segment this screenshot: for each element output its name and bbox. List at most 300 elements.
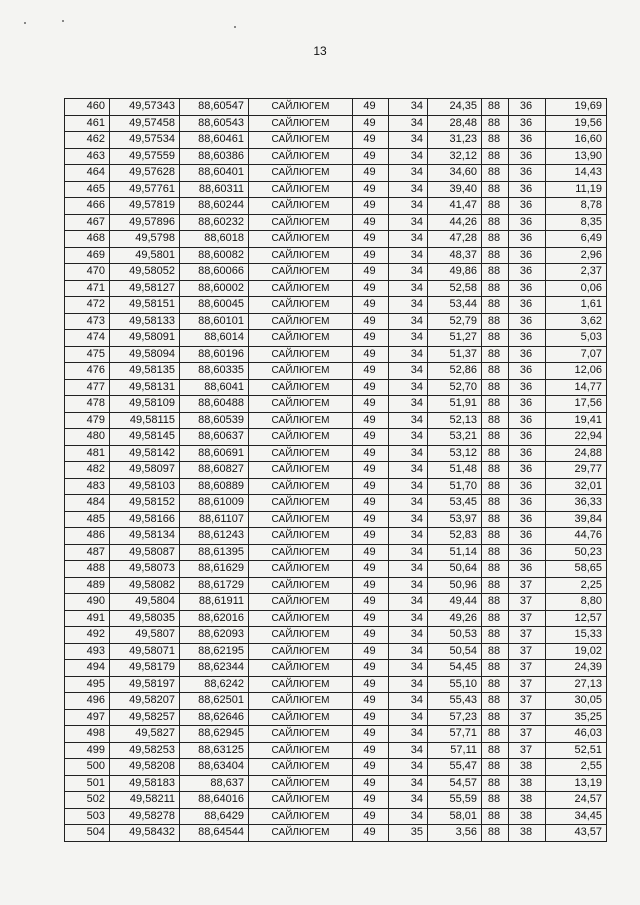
lon-seconds-cell: 16,60 bbox=[546, 132, 607, 149]
location-name-cell: САЙЛЮГЕМ bbox=[249, 396, 353, 413]
lon-seconds-cell: 14,77 bbox=[546, 379, 607, 396]
table-row bbox=[65, 511, 607, 528]
lon-minutes-cell: 36 bbox=[509, 495, 546, 512]
latitude-cell: 49,58134 bbox=[110, 528, 180, 545]
lon-minutes-cell: 36 bbox=[509, 115, 546, 132]
latitude-cell: 49,5807 bbox=[110, 627, 180, 644]
longitude-cell: 88,6018 bbox=[180, 231, 249, 248]
table-row bbox=[65, 396, 607, 413]
point-number-cell: 486 bbox=[65, 528, 110, 545]
scan-speck bbox=[24, 22, 26, 24]
lon-minutes-cell: 36 bbox=[509, 528, 546, 545]
lat-seconds-cell: 39,40 bbox=[428, 181, 482, 198]
point-number-cell: 473 bbox=[65, 313, 110, 330]
table-row bbox=[65, 297, 607, 314]
location-name-cell: САЙЛЮГЕМ bbox=[249, 280, 353, 297]
location-name-cell: САЙЛЮГЕМ bbox=[249, 643, 353, 660]
lon-degrees-cell: 88 bbox=[482, 148, 509, 165]
lat-seconds-cell: 57,23 bbox=[428, 709, 482, 726]
lon-degrees-cell: 88 bbox=[482, 181, 509, 198]
lat-degrees-cell: 49 bbox=[353, 775, 389, 792]
point-number-cell: 470 bbox=[65, 264, 110, 281]
lat-minutes-cell: 34 bbox=[389, 709, 428, 726]
lat-degrees-cell: 49 bbox=[353, 280, 389, 297]
latitude-cell: 49,58151 bbox=[110, 297, 180, 314]
lat-seconds-cell: 51,37 bbox=[428, 346, 482, 363]
scan-speck bbox=[62, 20, 64, 22]
lon-minutes-cell: 36 bbox=[509, 181, 546, 198]
lon-degrees-cell: 88 bbox=[482, 759, 509, 776]
lat-degrees-cell: 49 bbox=[353, 759, 389, 776]
lon-degrees-cell: 88 bbox=[482, 346, 509, 363]
lon-seconds-cell: 8,78 bbox=[546, 198, 607, 215]
lat-seconds-cell: 51,27 bbox=[428, 330, 482, 347]
lon-degrees-cell: 88 bbox=[482, 610, 509, 627]
longitude-cell: 88,60386 bbox=[180, 148, 249, 165]
lat-seconds-cell: 34,60 bbox=[428, 165, 482, 182]
longitude-cell: 88,61729 bbox=[180, 577, 249, 594]
lon-seconds-cell: 29,77 bbox=[546, 462, 607, 479]
lon-degrees-cell: 88 bbox=[482, 297, 509, 314]
point-number-cell: 468 bbox=[65, 231, 110, 248]
table-row bbox=[65, 775, 607, 792]
lon-minutes-cell: 36 bbox=[509, 132, 546, 149]
longitude-cell: 88,60082 bbox=[180, 247, 249, 264]
lat-minutes-cell: 34 bbox=[389, 313, 428, 330]
lat-degrees-cell: 49 bbox=[353, 643, 389, 660]
lon-degrees-cell: 88 bbox=[482, 660, 509, 677]
table-row bbox=[65, 825, 607, 842]
lon-minutes-cell: 37 bbox=[509, 660, 546, 677]
table-row bbox=[65, 346, 607, 363]
longitude-cell: 88,60335 bbox=[180, 363, 249, 380]
lat-degrees-cell: 49 bbox=[353, 214, 389, 231]
point-number-cell: 495 bbox=[65, 676, 110, 693]
longitude-cell: 88,62945 bbox=[180, 726, 249, 743]
coordinates-table-wrapper bbox=[64, 98, 607, 842]
lat-degrees-cell: 49 bbox=[353, 528, 389, 545]
table-row bbox=[65, 214, 607, 231]
point-number-cell: 464 bbox=[65, 165, 110, 182]
lat-degrees-cell: 49 bbox=[353, 99, 389, 116]
latitude-cell: 49,58135 bbox=[110, 363, 180, 380]
lon-degrees-cell: 88 bbox=[482, 709, 509, 726]
lat-minutes-cell: 34 bbox=[389, 478, 428, 495]
latitude-cell: 49,5827 bbox=[110, 726, 180, 743]
lat-degrees-cell: 49 bbox=[353, 709, 389, 726]
lon-degrees-cell: 88 bbox=[482, 511, 509, 528]
lon-minutes-cell: 37 bbox=[509, 693, 546, 710]
lat-seconds-cell: 52,70 bbox=[428, 379, 482, 396]
lat-seconds-cell: 49,86 bbox=[428, 264, 482, 281]
lat-minutes-cell: 34 bbox=[389, 445, 428, 462]
location-name-cell: САЙЛЮГЕМ bbox=[249, 115, 353, 132]
point-number-cell: 477 bbox=[65, 379, 110, 396]
longitude-cell: 88,60066 bbox=[180, 264, 249, 281]
lon-seconds-cell: 19,69 bbox=[546, 99, 607, 116]
lon-seconds-cell: 1,61 bbox=[546, 297, 607, 314]
table-row bbox=[65, 181, 607, 198]
lon-minutes-cell: 37 bbox=[509, 709, 546, 726]
latitude-cell: 49,58183 bbox=[110, 775, 180, 792]
longitude-cell: 88,60637 bbox=[180, 429, 249, 446]
lon-minutes-cell: 38 bbox=[509, 775, 546, 792]
latitude-cell: 49,57628 bbox=[110, 165, 180, 182]
table-row bbox=[65, 165, 607, 182]
longitude-cell: 88,60311 bbox=[180, 181, 249, 198]
latitude-cell: 49,58253 bbox=[110, 742, 180, 759]
lon-degrees-cell: 88 bbox=[482, 693, 509, 710]
lon-seconds-cell: 50,23 bbox=[546, 544, 607, 561]
lon-seconds-cell: 52,51 bbox=[546, 742, 607, 759]
lon-minutes-cell: 36 bbox=[509, 313, 546, 330]
latitude-cell: 49,58208 bbox=[110, 759, 180, 776]
longitude-cell: 88,62093 bbox=[180, 627, 249, 644]
lat-degrees-cell: 49 bbox=[353, 478, 389, 495]
location-name-cell: САЙЛЮГЕМ bbox=[249, 214, 353, 231]
lat-minutes-cell: 34 bbox=[389, 231, 428, 248]
latitude-cell: 49,57343 bbox=[110, 99, 180, 116]
lat-seconds-cell: 53,21 bbox=[428, 429, 482, 446]
location-name-cell: САЙЛЮГЕМ bbox=[249, 132, 353, 149]
point-number-cell: 503 bbox=[65, 808, 110, 825]
latitude-cell: 49,57761 bbox=[110, 181, 180, 198]
point-number-cell: 478 bbox=[65, 396, 110, 413]
longitude-cell: 88,61009 bbox=[180, 495, 249, 512]
point-number-cell: 462 bbox=[65, 132, 110, 149]
lat-seconds-cell: 51,91 bbox=[428, 396, 482, 413]
lon-degrees-cell: 88 bbox=[482, 594, 509, 611]
latitude-cell: 49,58142 bbox=[110, 445, 180, 462]
point-number-cell: 494 bbox=[65, 660, 110, 677]
lat-minutes-cell: 34 bbox=[389, 379, 428, 396]
table-row bbox=[65, 198, 607, 215]
latitude-cell: 49,5801 bbox=[110, 247, 180, 264]
location-name-cell: САЙЛЮГЕМ bbox=[249, 759, 353, 776]
page-number: 13 bbox=[313, 44, 327, 58]
lat-minutes-cell: 34 bbox=[389, 247, 428, 264]
lon-seconds-cell: 3,62 bbox=[546, 313, 607, 330]
lon-seconds-cell: 32,01 bbox=[546, 478, 607, 495]
point-number-cell: 461 bbox=[65, 115, 110, 132]
lon-degrees-cell: 88 bbox=[482, 676, 509, 693]
longitude-cell: 88,60488 bbox=[180, 396, 249, 413]
table-row bbox=[65, 429, 607, 446]
lon-seconds-cell: 27,13 bbox=[546, 676, 607, 693]
lat-minutes-cell: 34 bbox=[389, 264, 428, 281]
lon-seconds-cell: 2,55 bbox=[546, 759, 607, 776]
lat-seconds-cell: 53,12 bbox=[428, 445, 482, 462]
longitude-cell: 88,6041 bbox=[180, 379, 249, 396]
location-name-cell: САЙЛЮГЕМ bbox=[249, 99, 353, 116]
lat-seconds-cell: 55,43 bbox=[428, 693, 482, 710]
table-row bbox=[65, 544, 607, 561]
lon-seconds-cell: 17,56 bbox=[546, 396, 607, 413]
scan-speck bbox=[234, 26, 236, 28]
location-name-cell: САЙЛЮГЕМ bbox=[249, 627, 353, 644]
latitude-cell: 49,57559 bbox=[110, 148, 180, 165]
table-row bbox=[65, 495, 607, 512]
table-row bbox=[65, 627, 607, 644]
lat-seconds-cell: 54,45 bbox=[428, 660, 482, 677]
table-row bbox=[65, 726, 607, 743]
latitude-cell: 49,58197 bbox=[110, 676, 180, 693]
lon-degrees-cell: 88 bbox=[482, 577, 509, 594]
longitude-cell: 88,60461 bbox=[180, 132, 249, 149]
latitude-cell: 49,58166 bbox=[110, 511, 180, 528]
lon-minutes-cell: 36 bbox=[509, 363, 546, 380]
lat-seconds-cell: 51,14 bbox=[428, 544, 482, 561]
lon-minutes-cell: 37 bbox=[509, 577, 546, 594]
table-row bbox=[65, 445, 607, 462]
lat-minutes-cell: 34 bbox=[389, 198, 428, 215]
location-name-cell: САЙЛЮГЕМ bbox=[249, 495, 353, 512]
lon-seconds-cell: 2,37 bbox=[546, 264, 607, 281]
lon-minutes-cell: 36 bbox=[509, 280, 546, 297]
point-number-cell: 479 bbox=[65, 412, 110, 429]
lon-degrees-cell: 88 bbox=[482, 115, 509, 132]
longitude-cell: 88,62501 bbox=[180, 693, 249, 710]
lon-degrees-cell: 88 bbox=[482, 247, 509, 264]
lat-degrees-cell: 49 bbox=[353, 544, 389, 561]
lat-seconds-cell: 50,54 bbox=[428, 643, 482, 660]
lon-minutes-cell: 36 bbox=[509, 165, 546, 182]
table-row bbox=[65, 313, 607, 330]
location-name-cell: САЙЛЮГЕМ bbox=[249, 198, 353, 215]
location-name-cell: САЙЛЮГЕМ bbox=[249, 165, 353, 182]
point-number-cell: 502 bbox=[65, 792, 110, 809]
lat-degrees-cell: 49 bbox=[353, 676, 389, 693]
lat-minutes-cell: 34 bbox=[389, 610, 428, 627]
lon-minutes-cell: 36 bbox=[509, 231, 546, 248]
lon-minutes-cell: 36 bbox=[509, 99, 546, 116]
lat-degrees-cell: 49 bbox=[353, 363, 389, 380]
lat-seconds-cell: 28,48 bbox=[428, 115, 482, 132]
table-row bbox=[65, 99, 607, 116]
lat-degrees-cell: 49 bbox=[353, 231, 389, 248]
lat-minutes-cell: 34 bbox=[389, 280, 428, 297]
lat-seconds-cell: 53,45 bbox=[428, 495, 482, 512]
latitude-cell: 49,58094 bbox=[110, 346, 180, 363]
lat-degrees-cell: 49 bbox=[353, 132, 389, 149]
lon-minutes-cell: 37 bbox=[509, 627, 546, 644]
point-number-cell: 474 bbox=[65, 330, 110, 347]
point-number-cell: 484 bbox=[65, 495, 110, 512]
longitude-cell: 88,61395 bbox=[180, 544, 249, 561]
lon-degrees-cell: 88 bbox=[482, 561, 509, 578]
longitude-cell: 88,60543 bbox=[180, 115, 249, 132]
location-name-cell: САЙЛЮГЕМ bbox=[249, 346, 353, 363]
longitude-cell: 88,60889 bbox=[180, 478, 249, 495]
lat-degrees-cell: 49 bbox=[353, 792, 389, 809]
table-row bbox=[65, 363, 607, 380]
lon-seconds-cell: 39,84 bbox=[546, 511, 607, 528]
table-row bbox=[65, 280, 607, 297]
lon-seconds-cell: 2,96 bbox=[546, 247, 607, 264]
latitude-cell: 49,58207 bbox=[110, 693, 180, 710]
lat-seconds-cell: 52,83 bbox=[428, 528, 482, 545]
lon-minutes-cell: 37 bbox=[509, 643, 546, 660]
lat-seconds-cell: 55,47 bbox=[428, 759, 482, 776]
lon-seconds-cell: 24,39 bbox=[546, 660, 607, 677]
lon-minutes-cell: 36 bbox=[509, 544, 546, 561]
table-row bbox=[65, 808, 607, 825]
point-number-cell: 492 bbox=[65, 627, 110, 644]
lon-minutes-cell: 36 bbox=[509, 445, 546, 462]
table-row bbox=[65, 759, 607, 776]
lon-degrees-cell: 88 bbox=[482, 528, 509, 545]
lon-minutes-cell: 37 bbox=[509, 610, 546, 627]
table-row bbox=[65, 792, 607, 809]
latitude-cell: 49,58071 bbox=[110, 643, 180, 660]
point-number-cell: 463 bbox=[65, 148, 110, 165]
longitude-cell: 88,60196 bbox=[180, 346, 249, 363]
location-name-cell: САЙЛЮГЕМ bbox=[249, 247, 353, 264]
location-name-cell: САЙЛЮГЕМ bbox=[249, 742, 353, 759]
lon-minutes-cell: 36 bbox=[509, 148, 546, 165]
lat-seconds-cell: 57,11 bbox=[428, 742, 482, 759]
longitude-cell: 88,60539 bbox=[180, 412, 249, 429]
location-name-cell: САЙЛЮГЕМ bbox=[249, 297, 353, 314]
lat-minutes-cell: 34 bbox=[389, 528, 428, 545]
table-row bbox=[65, 577, 607, 594]
point-number-cell: 469 bbox=[65, 247, 110, 264]
location-name-cell: САЙЛЮГЕМ bbox=[249, 231, 353, 248]
location-name-cell: САЙЛЮГЕМ bbox=[249, 429, 353, 446]
lat-degrees-cell: 49 bbox=[353, 660, 389, 677]
table-row bbox=[65, 478, 607, 495]
longitude-cell: 88,61911 bbox=[180, 594, 249, 611]
table-row bbox=[65, 709, 607, 726]
lon-seconds-cell: 46,03 bbox=[546, 726, 607, 743]
lon-minutes-cell: 36 bbox=[509, 478, 546, 495]
point-number-cell: 460 bbox=[65, 99, 110, 116]
lon-degrees-cell: 88 bbox=[482, 99, 509, 116]
lat-degrees-cell: 49 bbox=[353, 445, 389, 462]
point-number-cell: 499 bbox=[65, 742, 110, 759]
table-row bbox=[65, 528, 607, 545]
lat-seconds-cell: 41,47 bbox=[428, 198, 482, 215]
point-number-cell: 488 bbox=[65, 561, 110, 578]
lon-degrees-cell: 88 bbox=[482, 792, 509, 809]
lon-minutes-cell: 38 bbox=[509, 759, 546, 776]
latitude-cell: 49,58131 bbox=[110, 379, 180, 396]
lat-degrees-cell: 49 bbox=[353, 198, 389, 215]
lon-seconds-cell: 14,43 bbox=[546, 165, 607, 182]
lat-minutes-cell: 34 bbox=[389, 115, 428, 132]
latitude-cell: 49,57458 bbox=[110, 115, 180, 132]
lat-minutes-cell: 35 bbox=[389, 825, 428, 842]
lat-minutes-cell: 34 bbox=[389, 561, 428, 578]
latitude-cell: 49,58052 bbox=[110, 264, 180, 281]
lat-minutes-cell: 34 bbox=[389, 660, 428, 677]
lon-seconds-cell: 12,06 bbox=[546, 363, 607, 380]
lat-seconds-cell: 50,53 bbox=[428, 627, 482, 644]
lon-degrees-cell: 88 bbox=[482, 825, 509, 842]
point-number-cell: 466 bbox=[65, 198, 110, 215]
longitude-cell: 88,62646 bbox=[180, 709, 249, 726]
lat-degrees-cell: 49 bbox=[353, 594, 389, 611]
lon-degrees-cell: 88 bbox=[482, 643, 509, 660]
point-number-cell: 472 bbox=[65, 297, 110, 314]
lat-degrees-cell: 49 bbox=[353, 313, 389, 330]
lon-seconds-cell: 35,25 bbox=[546, 709, 607, 726]
lat-minutes-cell: 34 bbox=[389, 792, 428, 809]
location-name-cell: САЙЛЮГЕМ bbox=[249, 544, 353, 561]
lon-degrees-cell: 88 bbox=[482, 330, 509, 347]
location-name-cell: САЙЛЮГЕМ bbox=[249, 775, 353, 792]
latitude-cell: 49,58211 bbox=[110, 792, 180, 809]
lon-minutes-cell: 37 bbox=[509, 594, 546, 611]
longitude-cell: 88,62344 bbox=[180, 660, 249, 677]
lat-seconds-cell: 54,57 bbox=[428, 775, 482, 792]
latitude-cell: 49,58145 bbox=[110, 429, 180, 446]
latitude-cell: 49,57896 bbox=[110, 214, 180, 231]
lon-seconds-cell: 2,25 bbox=[546, 577, 607, 594]
location-name-cell: САЙЛЮГЕМ bbox=[249, 577, 353, 594]
lat-minutes-cell: 34 bbox=[389, 643, 428, 660]
lon-seconds-cell: 22,94 bbox=[546, 429, 607, 446]
location-name-cell: САЙЛЮГЕМ bbox=[249, 660, 353, 677]
lon-seconds-cell: 7,07 bbox=[546, 346, 607, 363]
location-name-cell: САЙЛЮГЕМ bbox=[249, 478, 353, 495]
latitude-cell: 49,58087 bbox=[110, 544, 180, 561]
lat-seconds-cell: 52,58 bbox=[428, 280, 482, 297]
latitude-cell: 49,57534 bbox=[110, 132, 180, 149]
longitude-cell: 88,64016 bbox=[180, 792, 249, 809]
lat-degrees-cell: 49 bbox=[353, 247, 389, 264]
location-name-cell: САЙЛЮГЕМ bbox=[249, 363, 353, 380]
lon-minutes-cell: 36 bbox=[509, 561, 546, 578]
lat-seconds-cell: 53,97 bbox=[428, 511, 482, 528]
table-row bbox=[65, 115, 607, 132]
lon-seconds-cell: 19,41 bbox=[546, 412, 607, 429]
lon-minutes-cell: 36 bbox=[509, 379, 546, 396]
lat-seconds-cell: 53,44 bbox=[428, 297, 482, 314]
location-name-cell: САЙЛЮГЕМ bbox=[249, 808, 353, 825]
lon-minutes-cell: 38 bbox=[509, 825, 546, 842]
lon-degrees-cell: 88 bbox=[482, 429, 509, 446]
lat-minutes-cell: 34 bbox=[389, 693, 428, 710]
latitude-cell: 49,57819 bbox=[110, 198, 180, 215]
lon-minutes-cell: 36 bbox=[509, 346, 546, 363]
point-number-cell: 493 bbox=[65, 643, 110, 660]
longitude-cell: 88,63125 bbox=[180, 742, 249, 759]
table-row bbox=[65, 742, 607, 759]
lon-minutes-cell: 38 bbox=[509, 792, 546, 809]
location-name-cell: САЙЛЮГЕМ bbox=[249, 594, 353, 611]
longitude-cell: 88,6429 bbox=[180, 808, 249, 825]
lon-degrees-cell: 88 bbox=[482, 280, 509, 297]
lon-minutes-cell: 36 bbox=[509, 462, 546, 479]
lat-seconds-cell: 52,13 bbox=[428, 412, 482, 429]
point-number-cell: 491 bbox=[65, 610, 110, 627]
point-number-cell: 500 bbox=[65, 759, 110, 776]
longitude-cell: 88,64544 bbox=[180, 825, 249, 842]
lat-seconds-cell: 32,12 bbox=[428, 148, 482, 165]
lat-degrees-cell: 49 bbox=[353, 330, 389, 347]
lon-minutes-cell: 36 bbox=[509, 330, 546, 347]
lat-seconds-cell: 55,59 bbox=[428, 792, 482, 809]
longitude-cell: 88,60002 bbox=[180, 280, 249, 297]
longitude-cell: 88,60101 bbox=[180, 313, 249, 330]
location-name-cell: САЙЛЮГЕМ bbox=[249, 445, 353, 462]
lon-minutes-cell: 36 bbox=[509, 429, 546, 446]
lat-minutes-cell: 34 bbox=[389, 808, 428, 825]
lon-seconds-cell: 15,33 bbox=[546, 627, 607, 644]
point-number-cell: 485 bbox=[65, 511, 110, 528]
longitude-cell: 88,60827 bbox=[180, 462, 249, 479]
